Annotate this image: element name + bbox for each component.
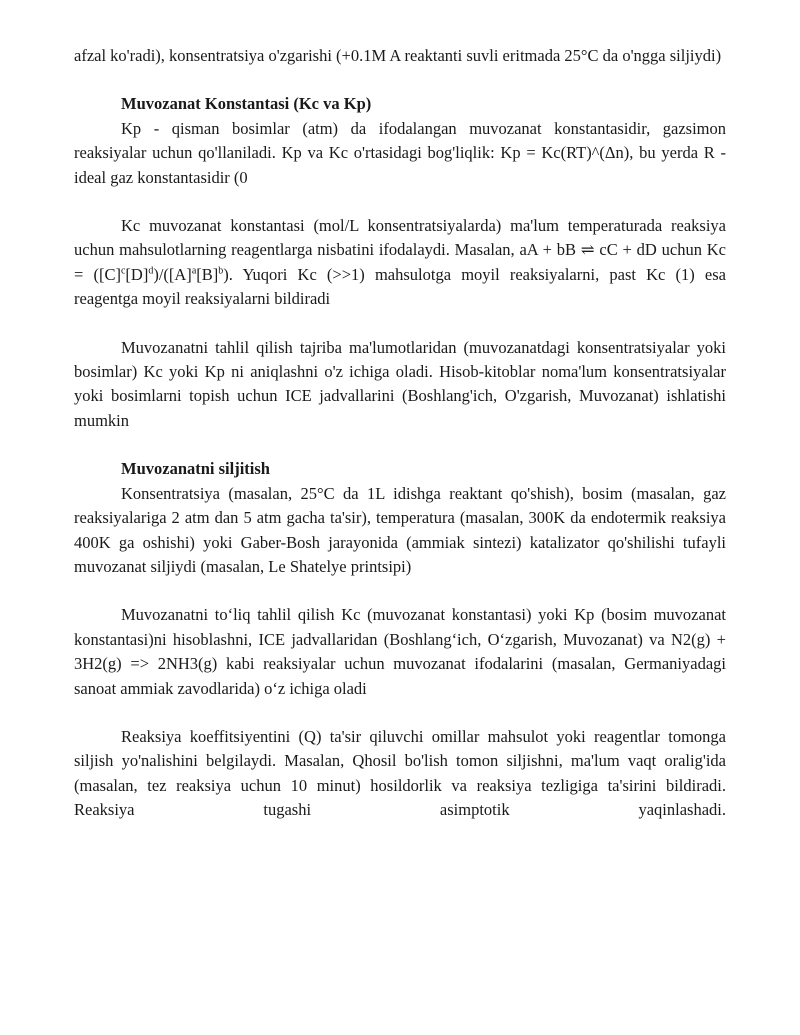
paragraph-kc: Kc muvozanat konstantasi (mol/L konsentratsiyalarda) ma'lum temperaturada reaksiya uchun mahsulotlarning reagentlarga nisbatini ifodalaydi. Masalan, aA + bB ⇌ cC + dD uchun $Kc = ([C]^c[D]^d)/([A]^a[B]^b)$. Yuqori Kc (>>1) mahsulotga moyil reaksiyalarni, past Kc (1) esa reagentga moyil reaksiyalarni bildiradi: [74, 216, 726, 309]
spacer: [74, 701, 726, 725]
section-heading-equilibrium-constant: Muvozanat Konstantasi (Kc va Kp): [121, 94, 372, 114]
paragraph-shift-factors: Konsentratsiya (masalan, 25°C da 1L idishga reaktant qo'shish), bosim (masalan, gaz reaksiyalariga 2 atm dan 5 atm gacha ta'sir), temperatura (masalan, 300K da endotermik reaksiya 400K ga oshishi) yoki Gaber-Bosh jarayonida (ammiak sintezi) katalizator qo'shilishi tufayli muvozanat siljiydi (masalan, Le Shatelye printsipi): [74, 483, 726, 576]
spacer: [74, 68, 726, 92]
paragraph-continuation: afzal ko'radi), konsentratsiya o'zgarishi (+0.1M A reaktanti suvli eritmada 25°C da o'ngga siljiydi): [74, 46, 722, 65]
spacer: [74, 579, 726, 603]
paragraph-reaction-quotient: Reaksiya koeffitsiyentini (Q) ta'sir qiluvchi omillar mahsulot yoki reagentlar tomonga siljish yo'nalishini belgilaydi. Masalan, Qhosil bo'lish tomon siljishni, ma'lum vaqt oralig'ida (masalan, tez reaksiya uchun 10 minut) hosildorlik va reaksiya tezligiga ta'sirini bildiradi. Reaksiya tugashi asimptotik yaqinlashadi.: [74, 726, 726, 820]
paragraph-kp: Kp - qisman bosimlar (atm) da ifodalangan muvozanat konstantasidir, gazsimon reaksiyalar uchun qo'llaniladi. Kp va Kc o'rtasidagi bog'liqlik: Kp = Kc(RT)^(Δn), bu yerda R - ideal gaz konstantasidir (0: [74, 118, 726, 187]
spacer: [74, 312, 726, 336]
spacer: [74, 190, 726, 214]
section-heading-equilibrium-shift: Muvozanatni siljitish: [121, 459, 270, 479]
spacer: [74, 433, 726, 457]
paragraph-full-analysis: Muvozanatni to‘liq tahlil qilish Kc (muvozanat konstantasi) yoki Kp (bosim muvozanat konstantasi)ni hisoblashni, ICE jadvallaridan (Boshlang‘ich, O‘zgarish, Muvozanat) va N2(g) + 3H2(g) => 2NH3(g) kabi reaksiyalar uchun muvozanat ifodalarini (masalan, Germaniyadagi sanoat ammiak zavodlarida) o‘z ichiga oladi: [74, 605, 726, 698]
paragraph-analysis: Muvozanatni tahlil qilish tajriba ma'lumotlaridan (muvozanatdagi konsentratsiyalar yoki bosimlar) Kc yoki Kp ni aniqlashni o'z ichiga oladi. Hisob-kitoblar noma'lum konsentratsiyalar yoki bosimlarni topish uchun ICE jadvallarini (Boshlang'ich, O'zgarish, Muvozanat) ishlatishi mumkin: [74, 337, 726, 430]
